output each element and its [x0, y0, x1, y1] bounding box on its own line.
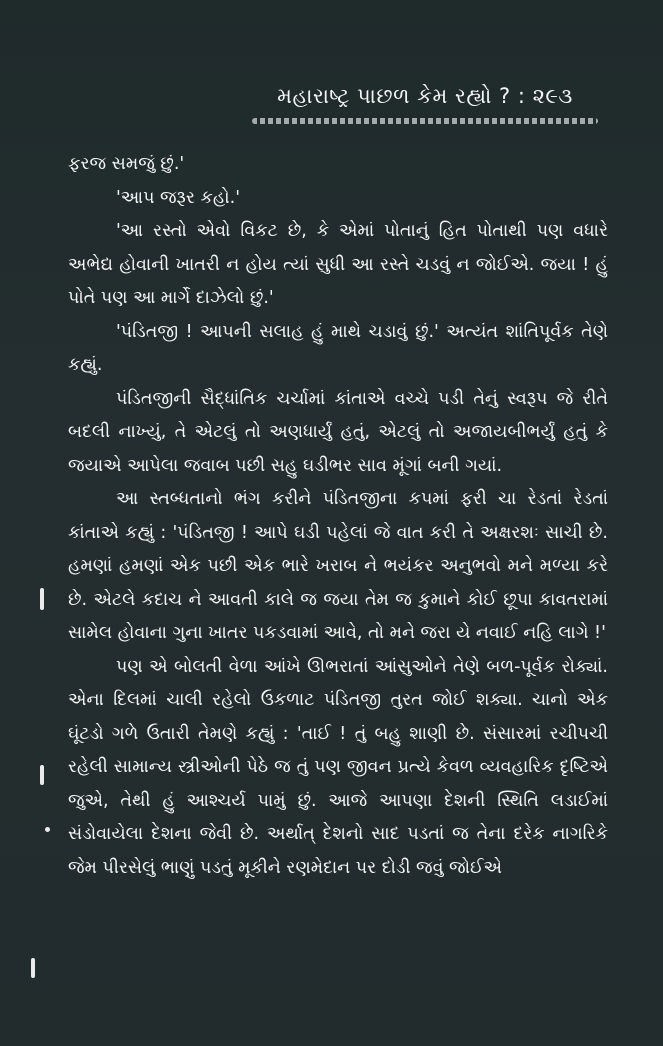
paragraph: પંડિતજીની સૈદ્ધાંતિક ચર્ચામાં કાંતાએ વચ્ચે પડી તેનું સ્વરૂપ જે રીતે બદલી નાખ્યું, તે એટલું તો અણધાર્યું હતું, એટલું તો અજાયબીભર્યું હતું કે જયાએ આપેલા જવાબ પછી સહુ ઘડીભર સાવ મૂંગાં બની ગયાં.	[68, 388, 608, 476]
paragraph: 'આપ જરૂર કહો.'	[116, 187, 241, 208]
paragraph: આ સ્તબ્ધતાનો ભંગ કરીને પંડિતજીના કપમાં ફરી ચા રેડતાં રેડતાં કાંતાએ કહ્યું : 'પંડિતજી ! આપે ઘડી પહેલાં જે વાત કરી તે અક્ષરશઃ સાચી છે. હમણાં હમણાં એક પછી એક ભારે ખરાબ ને ભયંકર અનુભવો મને મળ્યા કરે છે. એટલે કદાચ ને આવતી કાલે જ જયા તેમ જ કુમાને કોઈ છૂપા કાવતરામાં સામેલ હોવાના ગુના ખાતર પકડવામાં આવે, તો મને જરા યે નવાઈ નહિ લાગે !'	[68, 489, 608, 643]
header-rule	[252, 118, 598, 124]
margin-mark	[31, 958, 35, 978]
running-header: મહારાષ્ટ્ર પાછળ કેમ રહ્યો ? : ૨૯૩	[277, 84, 573, 108]
paragraph: 'આ રસ્તો એવો વિકટ છે, કે એમાં પોતાનું હિત પોતાથી પણ વધારે અભેદ્ય હોવાની ખાતરી ન હોય ત્યાં સુધી આ રસ્તે ચડવું ન જોઈએ. જયા ! હું પોતે પણ આ માર્ગે દાઝેલો છું.'	[68, 221, 608, 308]
margin-mark	[40, 765, 44, 785]
paragraph: 'પંડિતજી ! આપની સલાહ હું માથે ચડાવું છું.' અત્યંત શાંતિપૂર્વક તેણે કહ્યું.	[68, 321, 608, 375]
margin-mark	[40, 588, 44, 610]
paragraph: ફરજ સમજું છું.'	[68, 154, 185, 174]
paragraph: પણ એ બોલતી વેળા આંખે ઊભરાતાં આંસુઓને તેણે બળ-પૂર્વક રોક્યાં. એના દિલમાં ચાલી રહેલો ઉકળાટ પંડિતજી તુરત જોઈ શક્યા. ચાનો એક ઘૂંટડો ગળે ઉતારી તેમણે કહ્યું : 'તાઈ ! તું બહુ શાણી છે. સંસારમાં રચીપચી રહેલી સામાન્ય સ્ત્રીઓની પેઠે જ તું પણ જીવન પ્રત્યે કેવળ વ્યવહારિક દૃષ્ટિએ જુએ, તેથી હું આશ્ચર્ય પામું છું. આજે આપણા દેશની સ્થિતિ લડાઈમાં સંડોવાયેલા દેશના જેવી છે. અર્થાત્ દેશનો સાદ પડતાં જ તેના દરેક નાગરિકે જેમ પીરસેલું ભાણું પડતું મૂકીને રણમેદાન પર દોડી જવું જોઈએ	[68, 656, 608, 878]
margin-mark	[45, 827, 50, 832]
body-text	[68, 148, 608, 885]
